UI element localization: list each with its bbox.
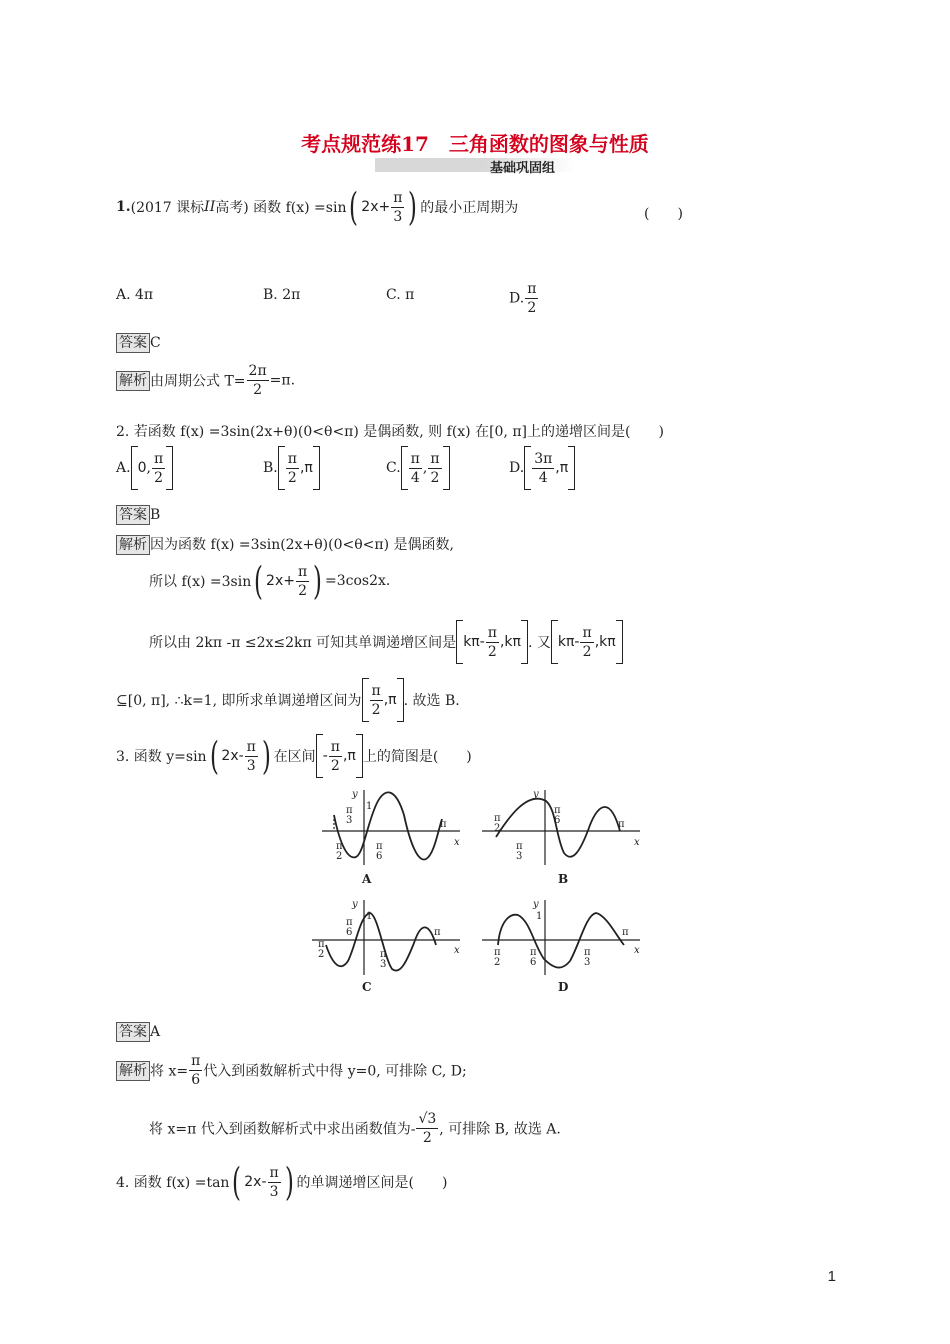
svg-text:3: 3 xyxy=(380,959,387,970)
svg-text:x: x xyxy=(454,945,460,956)
svg-text:π: π xyxy=(346,917,353,928)
svg-text:1: 1 xyxy=(366,911,373,922)
q1-option-b: B. 2π xyxy=(263,287,301,303)
svg-text:π: π xyxy=(494,947,501,958)
section-title: 基础巩固组 xyxy=(490,161,556,176)
svg-text:y: y xyxy=(533,899,539,910)
graph-label-a: A xyxy=(362,872,372,886)
svg-text:6: 6 xyxy=(346,927,353,938)
svg-text:2: 2 xyxy=(318,949,325,960)
svg-text:1: 1 xyxy=(536,911,543,922)
page-title: 考点规范练17 三角函数的图象与性质 xyxy=(301,132,649,156)
question-1: 1.(2017 课标II高考) 函数 f(x) =sin( 2x+ $\frac{\pi}{3}$ ) 的最小正周期为 xyxy=(116,185,519,229)
svg-text:1: 1 xyxy=(366,801,373,812)
q2-option-c: C. $\frac{\pi}{4}$ , $\frac{\pi}{2}$ xyxy=(386,446,450,490)
q3-graphs xyxy=(300,785,650,1000)
graph-label-b: B xyxy=(558,872,569,886)
question-2: 2. 若函数 f(x) =3sin(2x+θ)(0<θ<π) 是偶函数, 则 f(x) 在[0, π]上的递增区间是( ) xyxy=(116,424,664,440)
q3-analysis-2: 将 x=π 代入到函数解析式中求出函数值为- $\frac{√3}{2}$ , 可排除 B, 故选 A. xyxy=(149,1111,561,1146)
question-4: 4. 函数 f(x) =tan( 2x- $\frac{\pi}{3}$ ) 的单调递增区间是( ) xyxy=(116,1160,448,1204)
svg-text:y: y xyxy=(533,789,539,800)
q2-analysis-4: ⊆[0, π], ∴k=1, 即所求单调递增区间为 $\frac{\pi}{2}$ ,π . 故选 B. xyxy=(116,678,460,722)
q1-analysis: 解析 由周期公式 T= $\frac{2\pi}{2}$ =π. xyxy=(116,362,295,399)
svg-text:π: π xyxy=(618,819,625,830)
q2-analysis-3: 所以由 2kπ -π ≤2x≤2kπ 可知其单调递增区间是 kπ- $\frac{\pi}{2}$ ,kπ . 又 kπ- $\frac{\pi}{2}$ ,kπ xyxy=(149,620,623,664)
q1-answer: 答案 C xyxy=(116,333,161,353)
graph-label-d: D xyxy=(558,980,569,994)
svg-text:6: 6 xyxy=(530,957,537,968)
svg-text:6: 6 xyxy=(554,815,561,826)
svg-text:3: 3 xyxy=(584,957,591,968)
svg-text:y: y xyxy=(352,899,358,910)
svg-text:x: x xyxy=(454,837,460,848)
svg-text:2: 2 xyxy=(494,957,501,968)
q3-answer: 答案 A xyxy=(116,1022,160,1042)
svg-text:2: 2 xyxy=(494,823,501,834)
svg-text:π: π xyxy=(516,841,523,852)
svg-text:π: π xyxy=(380,949,387,960)
svg-text:x: x xyxy=(634,837,640,848)
svg-text:π: π xyxy=(376,841,383,852)
svg-text:π: π xyxy=(622,927,629,938)
question-3: 3. 函数 y=sin( 2x- $\frac{\pi}{3}$ ) 在区间 - $\frac{\pi}{2}$ ,π 上的简图是( ) xyxy=(116,734,472,778)
svg-text:π: π xyxy=(530,947,537,958)
svg-text:x: x xyxy=(634,945,640,956)
svg-text:y: y xyxy=(352,789,358,800)
q1-option-c: C. π xyxy=(386,287,415,303)
svg-text:3: 3 xyxy=(516,851,523,862)
q2-analysis-1: 解析 因为函数 f(x) =3sin(2x+θ)(0<θ<π) 是偶函数, xyxy=(116,534,454,555)
q2-option-b: B. $\frac{\pi}{2}$ ,π xyxy=(263,446,320,490)
svg-text:π: π xyxy=(336,841,343,852)
q3-analysis-1: 解析 将 x= $\frac{\pi}{6}$ 代入到函数解析式中得 y=0, 可排除 C, D; xyxy=(116,1052,467,1089)
q1-option-a: A. 4π xyxy=(116,287,154,303)
svg-text:π: π xyxy=(584,947,591,958)
svg-text:π: π xyxy=(318,939,325,950)
svg-text:π: π xyxy=(554,805,561,816)
q2-option-d: D. $\frac{3\pi}{4}$ ,π xyxy=(509,446,575,490)
q2-answer: 答案 B xyxy=(116,505,160,525)
svg-text:2: 2 xyxy=(336,851,343,862)
q2-analysis-2: 所以 f(x) =3sin( 2x+ $\frac{\pi}{2}$ ) =3cos2x. xyxy=(149,559,391,603)
q2-option-a: A. 0, $\frac{\pi}{2}$ xyxy=(116,446,173,490)
svg-text:π: π xyxy=(440,819,447,830)
q1-blank: ( ) xyxy=(644,206,683,222)
svg-text:π: π xyxy=(346,805,353,816)
svg-text:6: 6 xyxy=(376,851,383,862)
svg-text:π: π xyxy=(494,813,501,824)
graph-label-c: C xyxy=(362,980,372,994)
svg-text:3: 3 xyxy=(346,815,353,826)
page-number: 1 xyxy=(827,1268,836,1285)
q1-option-d: D. $\frac{\pi}{2}$ xyxy=(509,281,537,316)
svg-text:π: π xyxy=(434,927,441,938)
